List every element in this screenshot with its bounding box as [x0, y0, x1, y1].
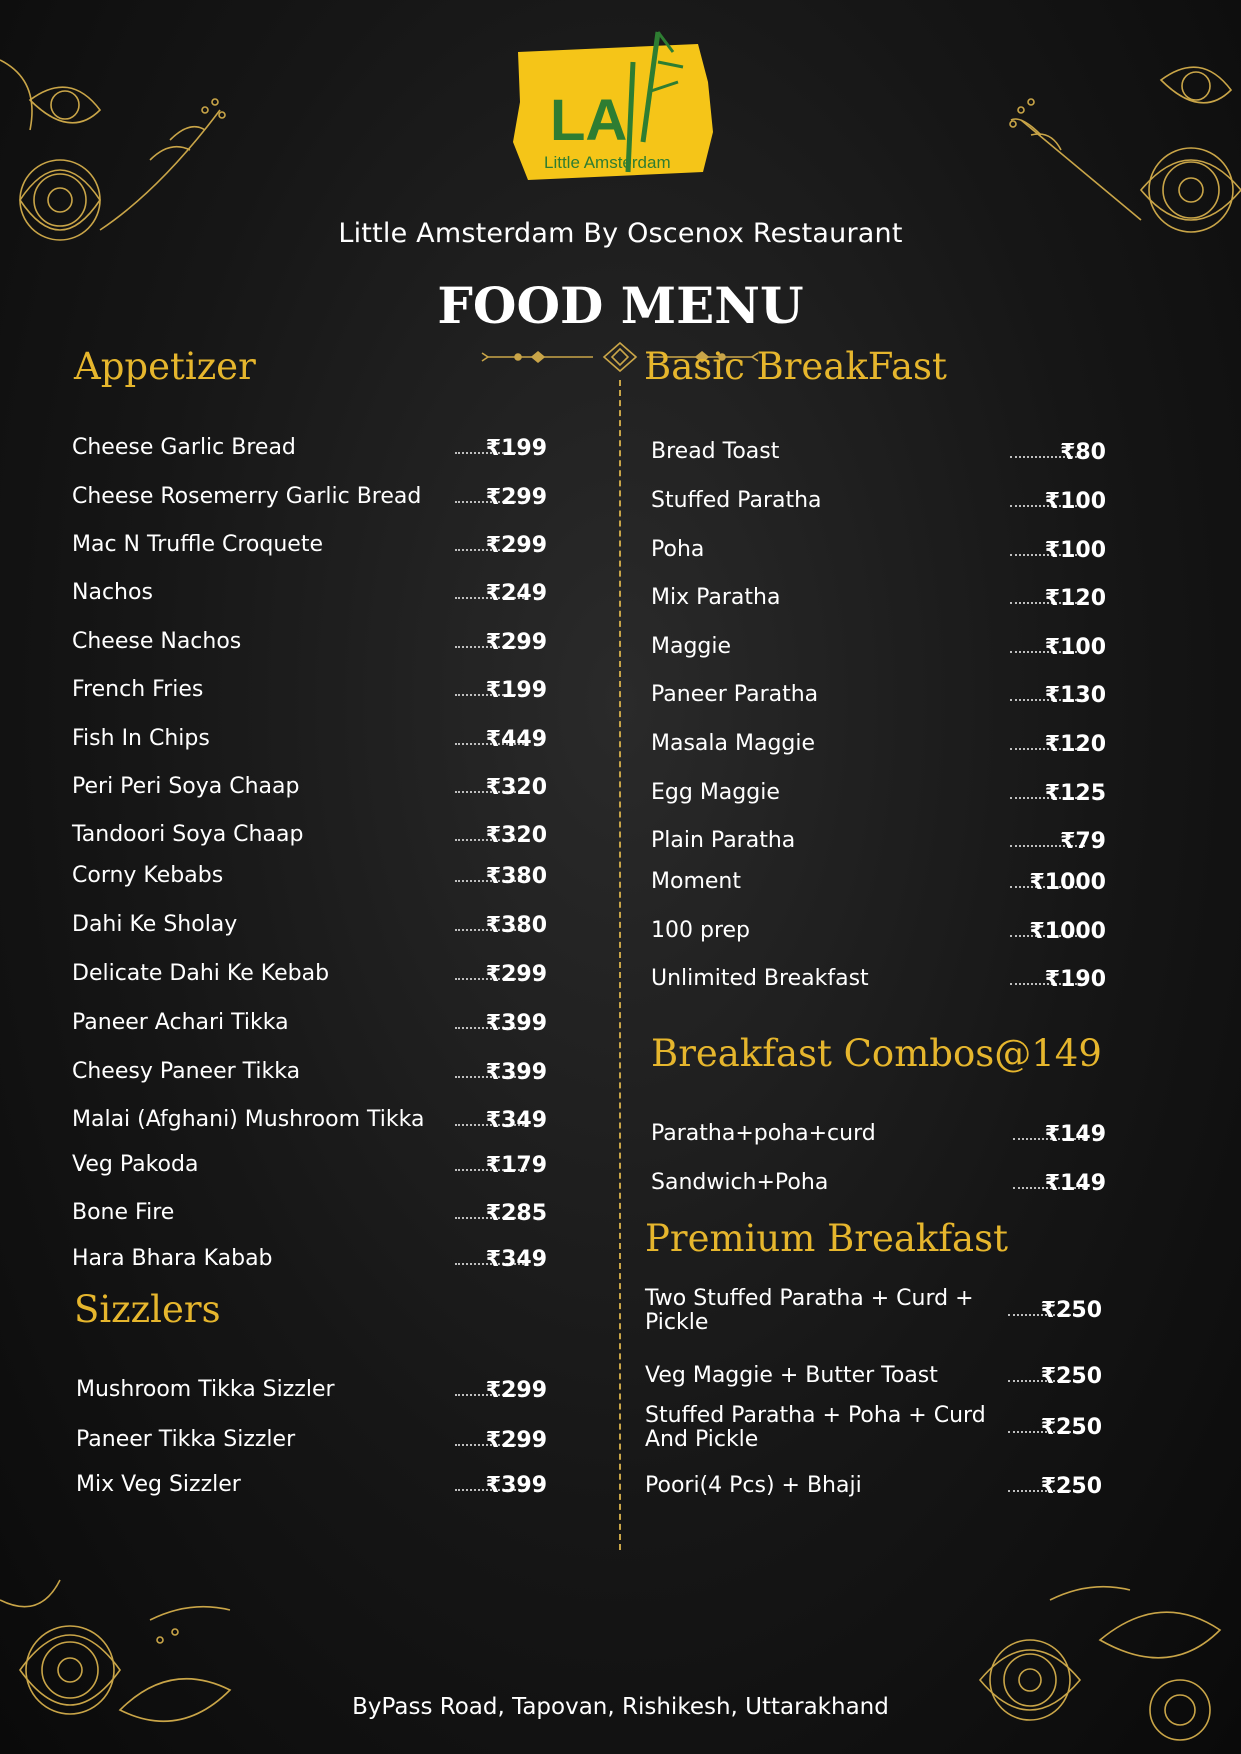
- menu-item-price: ₹120: [1044, 586, 1106, 611]
- menu-item-price: ₹299: [485, 962, 547, 987]
- section-title-breakfast-combos: Breakfast Combos@149: [651, 1032, 1102, 1075]
- column-divider: [619, 380, 621, 1550]
- menu-item-name: Mix Veg Sizzler: [76, 1472, 241, 1497]
- menu-item-name: Bread Toast: [651, 439, 780, 464]
- menu-item-price: ₹299: [485, 630, 547, 655]
- menu-item-name: Veg Pakoda: [72, 1152, 199, 1177]
- section-title-sizzlers: Sizzlers: [74, 1288, 221, 1331]
- menu-item-price: ₹1000: [1029, 919, 1106, 944]
- menu-item-name: Tandoori Soya Chaap: [72, 822, 304, 847]
- menu-item-price: ₹120: [1044, 732, 1106, 757]
- menu-item-price: ₹250: [1040, 1364, 1102, 1389]
- menu-item-name: Egg Maggie: [651, 780, 780, 805]
- menu-item-name: Cheese Nachos: [72, 629, 242, 654]
- menu-item-price: ₹130: [1044, 683, 1106, 708]
- menu-item-price: ₹149: [1044, 1171, 1106, 1196]
- menu-item-name: Mushroom Tikka Sizzler: [76, 1377, 335, 1402]
- menu-item-price: ₹299: [485, 533, 547, 558]
- menu-item-price: ₹80: [1060, 440, 1106, 465]
- menu-item-price: ₹349: [485, 1108, 547, 1133]
- menu-item-name: Hara Bhara Kabab: [72, 1246, 273, 1271]
- logo-name: Little Amsterdam: [544, 153, 671, 172]
- menu-item-name: Poha: [651, 537, 705, 562]
- menu-item-name: Fish In Chips: [72, 726, 210, 751]
- menu-item-price: ₹149: [1044, 1122, 1106, 1147]
- logo-initials: LA: [550, 88, 628, 153]
- menu-item-price: ₹250: [1040, 1415, 1102, 1440]
- menu-item-price: ₹250: [1040, 1298, 1102, 1323]
- menu-item-name: Veg Maggie + Butter Toast: [645, 1363, 938, 1388]
- page-title: FOOD MENU: [437, 276, 804, 335]
- menu-item-price: ₹299: [485, 485, 547, 510]
- menu-item-name: French Fries: [72, 677, 204, 702]
- menu-item-price: ₹399: [485, 1473, 547, 1498]
- menu-item-price: ₹250: [1040, 1474, 1102, 1499]
- menu-item-name: Corny Kebabs: [72, 863, 224, 888]
- menu-item-name: Cheesy Paneer Tikka: [72, 1059, 301, 1084]
- restaurant-name: Little Amsterdam By Oscenox Restaurant: [338, 218, 903, 249]
- menu-item-price: ₹399: [485, 1011, 547, 1036]
- menu-item-price: ₹125: [1044, 781, 1106, 806]
- menu-item-name: Sandwich+Poha: [651, 1170, 829, 1195]
- menu-item-price: ₹100: [1044, 489, 1106, 514]
- menu-item-name: Delicate Dahi Ke Kebab: [72, 961, 330, 986]
- menu-item-name: Unlimited Breakfast: [651, 966, 869, 991]
- menu-item-name: Paneer Tikka Sizzler: [76, 1427, 296, 1452]
- menu-item-price: ₹1000: [1029, 870, 1106, 895]
- menu-item-price: ₹380: [485, 913, 547, 938]
- menu-item-name: Moment: [651, 869, 741, 894]
- menu-item-name: Maggie: [651, 634, 732, 659]
- menu-item-price: ₹79: [1060, 829, 1106, 854]
- restaurant-logo: [508, 22, 730, 198]
- section-title-premium-breakfast: Premium Breakfast: [645, 1217, 1008, 1260]
- menu-item-name: Malai (Afghani) Mushroom Tikka: [72, 1107, 425, 1132]
- menu-item-price: ₹100: [1044, 635, 1106, 660]
- menu-item-price: ₹285: [485, 1201, 547, 1226]
- menu-item-name: Bone Fire: [72, 1200, 175, 1225]
- menu-item-name: Stuffed Paratha + Poha + Curd And Pickle: [645, 1403, 986, 1452]
- menu-item-name: Two Stuffed Paratha + Curd + Pickle: [645, 1286, 974, 1335]
- menu-item-name: Masala Maggie: [651, 731, 816, 756]
- menu-item-price: ₹399: [485, 1060, 547, 1085]
- menu-item-name: Paratha+poha+curd: [651, 1121, 876, 1146]
- floral-ornament-bottom-left: [0, 1560, 260, 1754]
- menu-item-name: Peri Peri Soya Chaap: [72, 774, 300, 799]
- menu-item-name: Poori(4 Pcs) + Bhaji: [645, 1473, 862, 1498]
- footer-address: ByPass Road, Tapovan, Rishikesh, Uttarakhand: [352, 1694, 889, 1720]
- menu-item-name: Plain Paratha: [651, 828, 796, 853]
- menu-item-price: ₹179: [485, 1153, 547, 1178]
- menu-item-name: Nachos: [72, 580, 153, 605]
- menu-item-name: 100 prep: [651, 918, 751, 943]
- menu-item-name: Cheese Rosemerry Garlic Bread: [72, 484, 422, 509]
- menu-item-name: Mac N Truffle Croquete: [72, 532, 323, 557]
- menu-item-price: ₹320: [485, 775, 547, 800]
- menu-item-name: Paneer Paratha: [651, 682, 819, 707]
- menu-item-price: ₹299: [485, 1378, 547, 1403]
- menu-item-name: Paneer Achari Tikka: [72, 1010, 289, 1035]
- menu-item-price: ₹190: [1044, 967, 1106, 992]
- floral-ornament-bottom-right: [950, 1560, 1241, 1754]
- menu-item-price: ₹299: [485, 1428, 547, 1453]
- menu-item-price: ₹349: [485, 1247, 547, 1272]
- menu-item-name: Stuffed Paratha: [651, 488, 822, 513]
- menu-item-price: ₹100: [1044, 538, 1106, 563]
- section-title-basic-breakfast: Basic BreakFast: [644, 345, 947, 388]
- section-title-appetizer: Appetizer: [74, 345, 256, 388]
- menu-item-price: ₹449: [485, 727, 547, 752]
- menu-item-name: Dahi Ke Sholay: [72, 912, 238, 937]
- menu-item-price: ₹249: [485, 581, 547, 606]
- menu-item-price: ₹199: [485, 678, 547, 703]
- menu-item-name: Mix Paratha: [651, 585, 781, 610]
- menu-item-price: ₹380: [485, 864, 547, 889]
- menu-item-price: ₹320: [485, 823, 547, 848]
- menu-item-name: Cheese Garlic Bread: [72, 435, 296, 460]
- menu-item-price: ₹199: [485, 436, 547, 461]
